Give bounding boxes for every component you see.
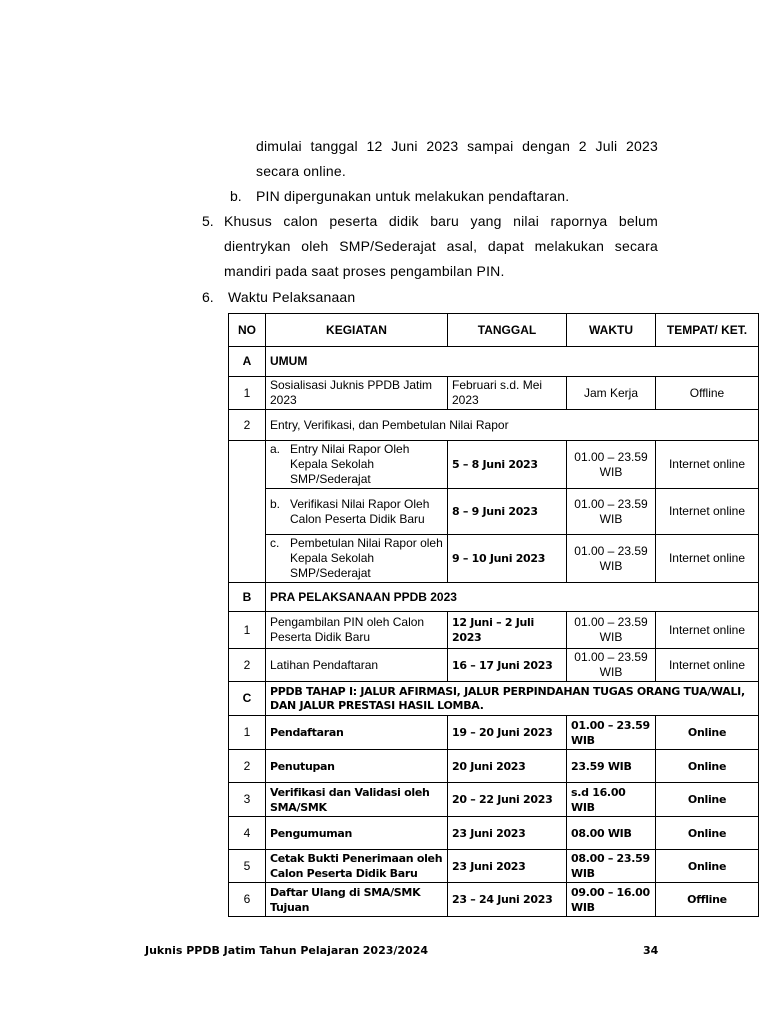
row-waktu: 08.00 WIB [567, 817, 656, 850]
row-waktu: Jam Kerja [567, 377, 656, 410]
header-waktu: WAKTU [567, 314, 656, 347]
para-5-line3: mandiri pada saat proses pengambilan PIN. [224, 263, 505, 279]
row-tempat: Online [656, 817, 759, 850]
list-marker-b: b. [230, 188, 242, 204]
table-row [229, 489, 759, 535]
row-tempat: Offline [656, 377, 759, 410]
footer-doc-title: Juknis PPDB Jatim Tahun Pelajaran 2023/2024 [145, 944, 429, 957]
row-tanggal: 19 – 20 Juni 2023 [448, 716, 567, 750]
row-no: 2 [229, 750, 266, 783]
table-row [229, 612, 759, 649]
row-tempat: Internet online [656, 535, 759, 583]
sub-text: Pembetulan Nilai Rapor oleh Kepala Sekolah SMP/Sederajat [290, 536, 443, 580]
row-tempat: Internet online [656, 441, 759, 489]
row-no-empty [229, 441, 266, 583]
table-header-row [229, 314, 759, 347]
row-no: 1 [229, 716, 266, 750]
sub-letter: c. [270, 536, 280, 550]
row-kegiatan: Sosialisasi Juknis PPDB Jatim 2023 [266, 377, 448, 410]
row-tempat: Online [656, 850, 759, 883]
table-row [229, 883, 759, 917]
row-tanggal: 23 Juni 2023 [448, 850, 567, 883]
section-title: UMUM [266, 347, 759, 377]
row-kegiatan: Entry, Verifikasi, dan Pembetulan Nilai Rapor [266, 410, 759, 441]
row-tempat: Internet online [656, 489, 759, 535]
para-b-text: PIN dipergunakan untuk melakukan pendaftaran. [256, 188, 570, 204]
row-no: 5 [229, 850, 266, 883]
row-kegiatan: Pengambilan PIN oleh Calon Peserta Didik Baru [266, 612, 448, 649]
row-kegiatan: Penutupan [266, 750, 448, 783]
row-tanggal: 12 Juni – 2 Juli 2023 [448, 612, 567, 649]
row-tanggal: 20 Juni 2023 [448, 750, 567, 783]
sub-text: Verifikasi Nilai Rapor Oleh Calon Peserta Didik Baru [290, 496, 430, 526]
row-no: 1 [229, 377, 266, 410]
row-kegiatan: Cetak Bukti Penerimaan oleh Calon Peserta Didik Baru [266, 850, 448, 883]
section-row-c [229, 682, 759, 716]
table-row [229, 750, 759, 783]
row-tempat: Online [656, 750, 759, 783]
row-kegiatan: Latihan Pendaftaran [266, 649, 448, 682]
table-row [229, 817, 759, 850]
header-tanggal: TANGGAL [448, 314, 567, 347]
row-waktu: 09.00 – 16.00 WIB [567, 883, 656, 917]
row-tanggal: 9 – 10 Juni 2023 [448, 535, 567, 583]
row-no: 6 [229, 883, 266, 917]
row-tanggal: 23 Juni 2023 [448, 817, 567, 850]
section-no: A [229, 347, 266, 377]
row-tanggal: 20 – 22 Juni 2023 [448, 783, 567, 817]
row-no: 2 [229, 649, 266, 682]
row-no: 4 [229, 817, 266, 850]
footer-page-number: 34 [643, 944, 659, 957]
row-tanggal: 8 – 9 Juni 2023 [448, 489, 567, 535]
row-kegiatan: Verifikasi dan Validasi oleh SMA/SMK [266, 783, 448, 817]
row-no: 2 [229, 410, 266, 441]
table-row [229, 410, 759, 441]
section-no: C [229, 682, 266, 716]
para-6-text: Waktu Pelaksanaan [228, 289, 356, 305]
row-kegiatan: Pengumuman [266, 817, 448, 850]
row-waktu: 01.00 – 23.59 WIB [567, 441, 656, 489]
header-tempat: TEMPAT/ KET. [656, 314, 759, 347]
section-title: PPDB TAHAP I: JALUR AFIRMASI, JALUR PERPINDAHAN TUGAS ORANG TUA/WALI, DAN JALUR PRESTASI HASIL LOMBA. [266, 682, 759, 716]
row-kegiatan: Daftar Ulang di SMA/SMK Tujuan [266, 883, 448, 917]
row-waktu: 01.00 – 23.59 WIB [567, 612, 656, 649]
list-marker-6: 6. [202, 289, 214, 305]
row-waktu: 23.59 WIB [567, 750, 656, 783]
row-kegiatan: Pendaftaran [266, 716, 448, 750]
table-row [229, 850, 759, 883]
row-waktu: 08.00 – 23.59 WIB [567, 850, 656, 883]
header-kegiatan: KEGIATAN [266, 314, 448, 347]
row-tanggal: Februari s.d. Mei 2023 [448, 377, 567, 410]
schedule-table [228, 313, 759, 917]
row-waktu: 01.00 – 23.59 WIB [567, 716, 656, 750]
row-tempat: Internet online [656, 612, 759, 649]
sub-letter: b. [270, 496, 281, 511]
table-row [229, 649, 759, 682]
table-row [229, 535, 759, 583]
row-tempat: Internet online [656, 649, 759, 682]
table-row [229, 783, 759, 817]
row-kegiatan [266, 535, 448, 583]
row-kegiatan [266, 489, 448, 535]
sub-letter: a. [270, 442, 281, 456]
section-title: PRA PELAKSANAAN PPDB 2023 [266, 583, 759, 612]
section-row-b [229, 583, 759, 612]
row-waktu: 01.00 – 23.59 WIB [567, 649, 656, 682]
row-tanggal: 16 – 17 Juni 2023 [448, 649, 567, 682]
row-tanggal: 5 – 8 Juni 2023 [448, 441, 567, 489]
row-waktu: 01.00 – 23.59 WIB [567, 489, 656, 535]
list-marker-5: 5. [202, 213, 214, 229]
para-a-line1: dimulai tanggal 12 Juni 2023 sampai dengan 2 Juli 2023 [256, 138, 658, 154]
para-a-line2: secara online. [256, 163, 346, 179]
row-tempat: Online [656, 716, 759, 750]
para-5-line2: dientrykan oleh SMP/Sederajat asal, dapat melakukan secara [224, 238, 658, 254]
row-waktu: s.d 16.00 WIB [567, 783, 656, 817]
section-row-a [229, 347, 759, 377]
row-no: 1 [229, 612, 266, 649]
header-no: NO [229, 314, 266, 347]
table-row [229, 441, 759, 489]
table-row [229, 377, 759, 410]
row-kegiatan [266, 441, 448, 489]
para-5-line1: Khusus calon peserta didik baru yang nilai rapornya belum [224, 213, 658, 229]
section-no: B [229, 583, 266, 612]
row-no: 3 [229, 783, 266, 817]
row-tempat: Online [656, 783, 759, 817]
table-row [229, 716, 759, 750]
row-waktu: 01.00 – 23.59 WIB [567, 535, 656, 583]
row-tempat: Offline [656, 883, 759, 917]
row-tanggal: 23 – 24 Juni 2023 [448, 883, 567, 917]
sub-text: Entry Nilai Rapor Oleh Kepala Sekolah SMP/Sederajat [290, 442, 410, 486]
